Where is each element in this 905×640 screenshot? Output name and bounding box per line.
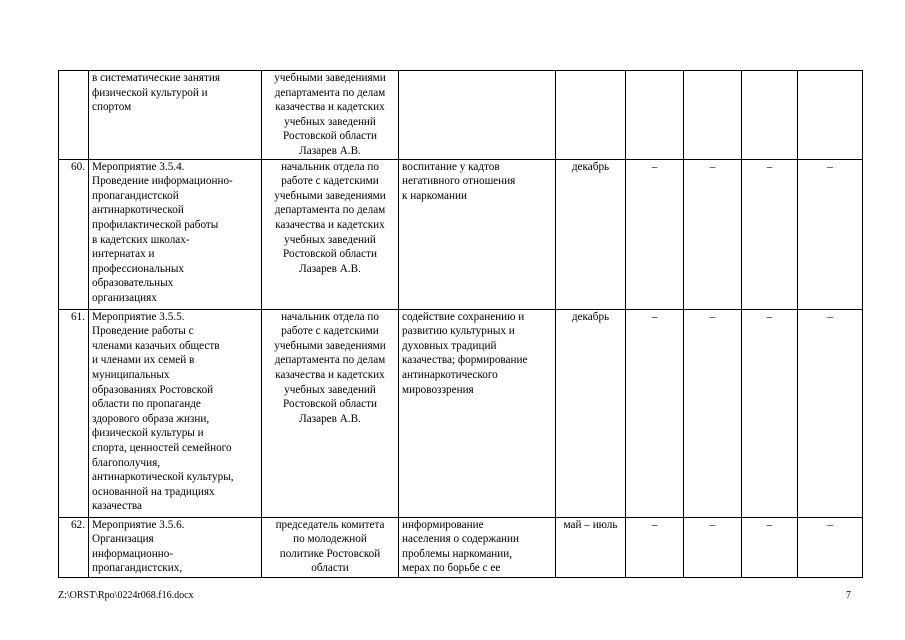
funding-cell-2: – bbox=[684, 517, 742, 577]
funding-cell-1 bbox=[626, 71, 684, 160]
funding-cell-4: – bbox=[798, 159, 863, 309]
expected-result bbox=[399, 71, 556, 160]
responsible-person: председатель комитета по молодежной политике Ростовской области bbox=[262, 517, 399, 577]
measure-name: Мероприятие 3.5.6. Организация информационно- пропагандистских, bbox=[89, 517, 262, 577]
measures-table bbox=[58, 70, 863, 578]
table-row bbox=[59, 71, 863, 160]
document-path: Z:\ORST\Rpo\0224r068.f16.docx bbox=[58, 590, 194, 601]
page-number: 7 bbox=[846, 590, 851, 601]
funding-cell-3: – bbox=[742, 517, 798, 577]
funding-cell-3: – bbox=[742, 159, 798, 309]
funding-cell-3: – bbox=[742, 309, 798, 517]
term: декабрь bbox=[556, 159, 626, 309]
row-number: 60. bbox=[59, 159, 89, 309]
responsible-person: учебными заведениями департамента по делам казачества и кадетских учебных заведений Ростовской области Лазарев А.В. bbox=[262, 71, 399, 160]
responsible-person: начальник отдела по работе с кадетскими учебными заведениями департамента по делам казачества и кадетских учебных заведений Ростовской области Лазарев А.В. bbox=[262, 309, 399, 517]
measure-name: Мероприятие 3.5.4. Проведение информационно- пропагандистской антинаркотической профилактической работы в кадетских школах- интернатах и профессиональных образовательных организациях bbox=[89, 159, 262, 309]
table-row bbox=[59, 159, 863, 309]
measure-name: в систематические занятия физической культурой и спортом bbox=[89, 71, 262, 160]
term bbox=[556, 71, 626, 160]
funding-cell-2 bbox=[684, 71, 742, 160]
row-number: 62. bbox=[59, 517, 89, 577]
term: май – июль bbox=[556, 517, 626, 577]
expected-result: воспитание у кадтов негативного отношения к наркомании bbox=[399, 159, 556, 309]
funding-cell-2: – bbox=[684, 159, 742, 309]
row-number bbox=[59, 71, 89, 160]
term: декабрь bbox=[556, 309, 626, 517]
table-body bbox=[59, 71, 863, 578]
funding-cell-2: – bbox=[684, 309, 742, 517]
funding-cell-3 bbox=[742, 71, 798, 160]
funding-cell-1: – bbox=[626, 159, 684, 309]
funding-cell-4: – bbox=[798, 517, 863, 577]
funding-cell-4: – bbox=[798, 309, 863, 517]
expected-result: содействие сохранению и развитию культурных и духовных традиций казачества; формирование антинаркотического мировоззрения bbox=[399, 309, 556, 517]
table-row bbox=[59, 309, 863, 517]
funding-cell-1: – bbox=[626, 517, 684, 577]
funding-cell-1: – bbox=[626, 309, 684, 517]
table-row bbox=[59, 517, 863, 577]
expected-result: информирование населения о содержании проблемы наркомании, мерах по борьбе с ее bbox=[399, 517, 556, 577]
funding-cell-4 bbox=[798, 71, 863, 160]
measure-name: Мероприятие 3.5.5. Проведение работы с членами казачьих обществ и членами их семей в муниципальных образованиях Ростовской области по пропаганде здорового образа жизни, физической культуры и спорта, ценностей семейного благополучия, антинаркотической культуры, основанной на традициях казачества bbox=[89, 309, 262, 517]
responsible-person: начальник отдела по работе с кадетскими учебными заведениями департамента по делам казачества и кадетских учебных заведений Ростовской области Лазарев А.В. bbox=[262, 159, 399, 309]
row-number: 61. bbox=[59, 309, 89, 517]
